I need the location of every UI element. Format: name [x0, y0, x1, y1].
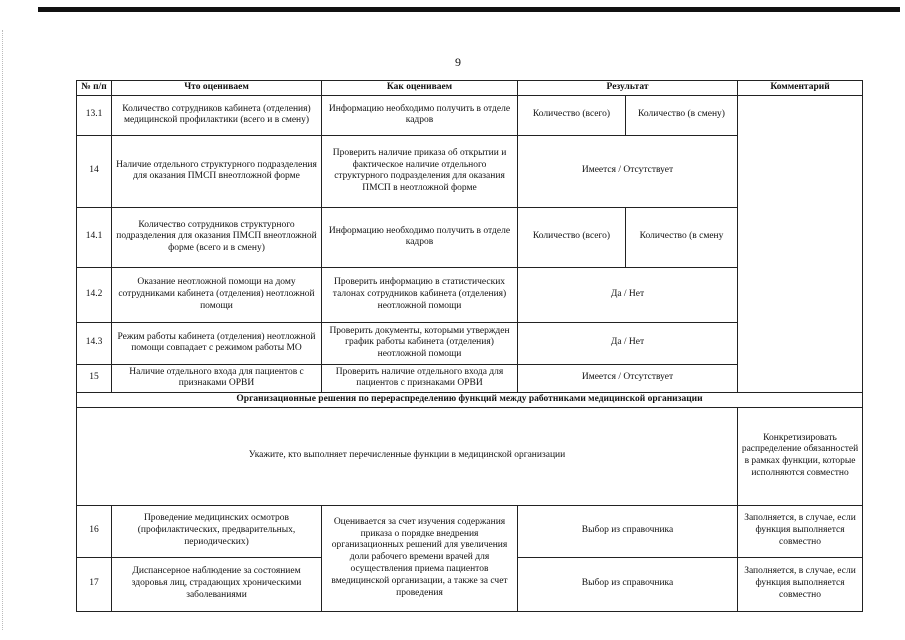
header-num: № п/п [77, 81, 112, 96]
section-row [77, 392, 863, 407]
function-result: Выбор из справочника [518, 557, 738, 611]
row-num: 13.1 [77, 95, 112, 135]
row-num: 14.2 [77, 267, 112, 322]
function-row [77, 505, 863, 557]
row-result-shift: Количество (в смену) [626, 95, 738, 135]
header-comment: Комментарий [738, 81, 863, 96]
row-what: Количество сотрудников кабинета (отделения) медицинской профилактики (всего и в смену) [112, 95, 322, 135]
instruction-comment: Конкретизировать распределение обязанностей в рамках функции, которые исполняются совместно [738, 407, 863, 505]
row-what: Количество сотрудников структурного подразделения для оказания ПМСП внеотложной форме (всего и в смену) [112, 207, 322, 267]
row-what: Режим работы кабинета (отделения) неотложной помощи совпадает с режимом работы МО [112, 322, 322, 364]
row-result-total: Количество (всего) [518, 95, 626, 135]
header-row [77, 81, 863, 96]
row-what: Наличие отдельного структурного подразделения для оказания ПМСП внеотложной форме [112, 135, 322, 207]
section-title: Организационные решения по перераспределению функций между работниками медицинской организации [77, 392, 863, 407]
row-comment [738, 95, 863, 392]
instruction-label: Укажите, кто выполняет перечисленные функции в медицинской организации [248, 450, 566, 461]
row-how: Информацию необходимо получить в отделе кадров [322, 95, 518, 135]
instruction-row [77, 407, 863, 505]
row-num: 14 [77, 135, 112, 207]
row-how: Проверить наличие приказа об открытии и фактическое наличие отдельного структурного подразделения для оказания ПМСП в неотложной форме [322, 135, 518, 207]
page-number: 9 [455, 55, 461, 69]
header-how: Как оцениваем [322, 81, 518, 96]
row-result-total: Количество (всего) [518, 207, 626, 267]
row-how: Информацию необходимо получить в отделе кадров [322, 207, 518, 267]
instruction-text [77, 407, 738, 505]
row-num: 14.3 [77, 322, 112, 364]
function-num: 17 [77, 557, 112, 611]
row-what: Наличие отдельного входа для пациентов с признаками ОРВИ [112, 364, 322, 392]
row-result: Имеется / Отсутствует [518, 364, 738, 392]
function-comment: Заполняется, в случае, если функция выполняется совместно [738, 557, 863, 611]
row-num: 15 [77, 364, 112, 392]
function-what: Проведение медицинских осмотров (профилактических, предварительных, периодических) [112, 505, 322, 557]
function-result: Выбор из справочника [518, 505, 738, 557]
row-result: Да / Нет [518, 322, 738, 364]
row-num: 14.1 [77, 207, 112, 267]
row-result: Да / Нет [518, 267, 738, 322]
row-how: Проверить наличие отдельного входа для пациентов с признаками ОРВИ [322, 364, 518, 392]
row-result: Имеется / Отсутствует [518, 135, 738, 207]
row-result-shift: Количество (в смену [626, 207, 738, 267]
header-what: Что оцениваем [112, 81, 322, 96]
function-comment: Заполняется, в случае, если функция выполняется совместно [738, 505, 863, 557]
function-num: 16 [77, 505, 112, 557]
assessment-table [76, 80, 863, 612]
scan-edge-mark [2, 30, 6, 630]
row-how: Проверить документы, которыми утвержден график работы кабинета (отделения) неотложной помощи [322, 322, 518, 364]
function-how: Оценивается за счет изучения содержания приказа о порядке внедрения организационных решений для увеличения доли рабочего времени врачей для осуществления приема пациентов вмедицинской организации, а также за счет проведения [322, 505, 518, 611]
row-how: Проверить информацию в статистических талонах сотрудников кабинета (отделения) неотложной помощи [322, 267, 518, 322]
top-border-bar [38, 7, 900, 12]
header-result: Результат [518, 81, 738, 96]
function-what: Диспансерное наблюдение за состоянием здоровья лиц, страдающих хроническими заболеваниями [112, 557, 322, 611]
table-row [77, 95, 863, 135]
row-what: Оказание неотложной помощи на дому сотрудниками кабинета (отделения) неотложной помощи [112, 267, 322, 322]
